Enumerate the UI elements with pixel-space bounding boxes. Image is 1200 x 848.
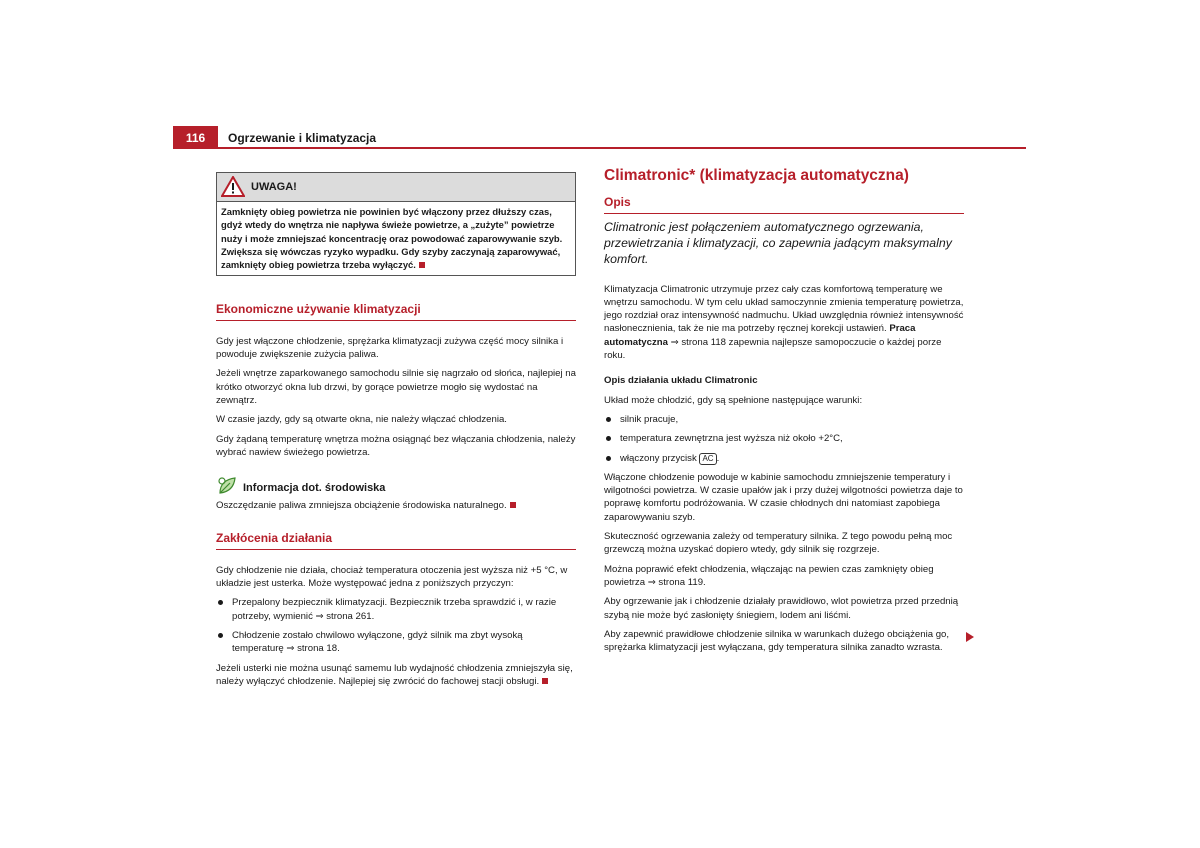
paragraph: Skuteczność ogrzewania zależy od temperatury silnika. Z tego powodu pełną moc grzewczą można uzyskać dopiero wtedy, gdy silnik się rozgrzeje. [604, 531, 953, 556]
ac-key-icon: AC [699, 453, 716, 465]
left-column [216, 172, 576, 694]
list-item-text: Przepalony bezpiecznik klimatyzacji. Bezpiecznik trzeba sprawdzić i, w razie potrzeby, wymienić ⇒ strona 261. [232, 597, 557, 622]
warning-text-block [217, 202, 575, 275]
list-item: włączony przycisk AC . [604, 452, 964, 465]
list-item-text: Chłodzenie zostało chwilowo wyłączone, gdyż silnik ma zbyt wysoką temperaturę ⇒ strona 18. [232, 629, 523, 655]
subheading: Opis działania układu Climatronic [604, 375, 758, 387]
page-header [173, 126, 1026, 148]
bullet-icon [218, 600, 223, 605]
page-number: 116 [173, 126, 218, 148]
paragraph [604, 283, 964, 363]
bullet-icon [606, 417, 611, 422]
environment-note-header [216, 475, 576, 499]
warning-triangle-icon [221, 176, 245, 197]
bullet-icon [606, 436, 611, 441]
section-heading-opis: Opis [604, 196, 964, 213]
environment-note-text-block [216, 499, 576, 512]
end-marker [542, 678, 548, 684]
end-marker [419, 262, 425, 268]
warning-box [216, 172, 576, 276]
list-item-text: silnik pracuje, [620, 413, 679, 425]
end-marker [510, 502, 516, 508]
continue-arrow-icon [966, 632, 974, 642]
warning-text: Zamknięty obieg powietrza nie powinien być włączony przez dłuższy czas, gdyż wtedy do wnętrza nie napływa świeże powietrze, a „zużyte” powietrze nuży i może zmniejszać koncentrację oraz powodować zaparowywanie szyb. Zwiększa się wówczas ryzyko wypadku. Gdy szyby zaczynają zaparowywać, zamknięty obieg powietrza trzeba wyłączyć. [221, 206, 563, 271]
header-rule [173, 147, 1026, 149]
bullet-icon [606, 456, 611, 461]
list-item-text: włączony przycisk [620, 452, 697, 464]
section-title: Climatronic* (klimatyzacja automatyczna) [604, 167, 909, 184]
list-item [216, 596, 576, 623]
paragraph-text: ⇒ strona 118 zapewnia najlepsze samopoczucie o każdej porze roku. [604, 336, 942, 362]
bullet-icon [218, 633, 223, 638]
paragraph: Układ może chłodzić, gdy są spełnione następujące warunki: [604, 394, 863, 406]
list-item [216, 629, 576, 656]
paragraph: Aby ogrzewanie jak i chłodzenie działały prawidłowo, wlot powietrza przed przednią szybą nie może być zasłonięty śniegiem, lodem ani liśćmi. [604, 596, 959, 621]
paragraph-text: Klimatyzacja Climatronic utrzymuje przez cały czas komfortową temperaturę we wnętrzu samochodu. W tym celu układ samoczynnie zmienia temperaturę powietrza, jego rozdział oraz intensywność nadmuchu. Układ uwzględnia również intensywność nasłonecznienia, tak że nie ma potrzeby ręcznej korekcji ustawień. [604, 283, 964, 335]
paragraph-text: Jeżeli usterki nie można usunąć samemu lub wydajność chłodzenia zmniejszyła się, należy wyłączyć chłodzenie. Najlepiej się zwrócić do fachowej stacji obsługi. [216, 662, 573, 687]
lead-paragraph: Climatronic jest połączeniem automatycznego ogrzewania, przewietrzania i klimatyzacji, co zapewnia jadącym maksymalny komfort. [604, 219, 952, 266]
list-item [604, 413, 964, 426]
environment-leaf-icon [216, 475, 238, 497]
chapter-title: Ogrzewanie i klimatyzacja [228, 131, 377, 145]
environment-note-text: Oszczędzanie paliwa zmniejsza obciążenie środowiska naturalnego. [216, 500, 507, 512]
right-column [604, 169, 964, 660]
bold-term: Praca automatyczna [604, 323, 916, 348]
paragraph: Aby zapewnić prawidłowe chłodzenie silnika w warunkach dużego obciążenia go, sprężarka klimatyzacji jest wyłączana, gdy temperatura silnika zanadto wzrasta. [604, 628, 950, 654]
list-item-text: temperatura zewnętrzna jest wyższa niż około +2°C, [620, 433, 843, 445]
paragraph-final [216, 662, 576, 689]
warning-header [217, 173, 575, 202]
section-heading-faults: Zakłócenia działania [216, 532, 576, 549]
list-item [604, 432, 964, 445]
paragraph: W czasie jazdy, gdy są otwarte okna, nie należy włączać chłodzenia. [216, 414, 507, 426]
paragraph: Jeżeli wnętrze zaparkowanego samochodu silnie się nagrzało od słońca, najlepiej na krótko otworzyć okna lub drzwi, by gorące powietrze mogło się wydostać na zewnątrz. [216, 368, 576, 406]
section-heading-economy: Ekonomiczne używanie klimatyzacji [216, 303, 576, 320]
paragraph: Można poprawić efekt chłodzenia, włączając na pewien czas zamknięty obieg powietrza ⇒ strona 119. [604, 563, 934, 588]
warning-title: UWAGA! [251, 181, 297, 193]
environment-note-title: Informacja dot. środowiska [243, 482, 386, 495]
paragraph: Gdy jest włączone chłodzenie, sprężarka klimatyzacji zużywa część mocy silnika i powoduje zwiększenie zużycia paliwa. [216, 335, 564, 361]
paragraph: Włączone chłodzenie powoduje w kabinie samochodu zmniejszenie temperatury i wilgotności powietrza. W czasie upałów jak i przy dużej wilgotności powietrza daje to poprawę komfortu podróżowania. W czasie chłodnych dni natomiast zapobiega zaparowywaniu szyb. [604, 471, 963, 523]
paragraph: Gdy żądaną temperaturę wnętrza można osiągnąć bez włączania chłodzenia, należy wybrać nawiew świeżego powietrza. [216, 433, 576, 458]
paragraph: Gdy chłodzenie nie działa, chociaż temperatura otoczenia jest wyższa niż +5 °C, w układzie jest usterka. Może występować jedna z poniższych przyczyn: [216, 564, 568, 590]
